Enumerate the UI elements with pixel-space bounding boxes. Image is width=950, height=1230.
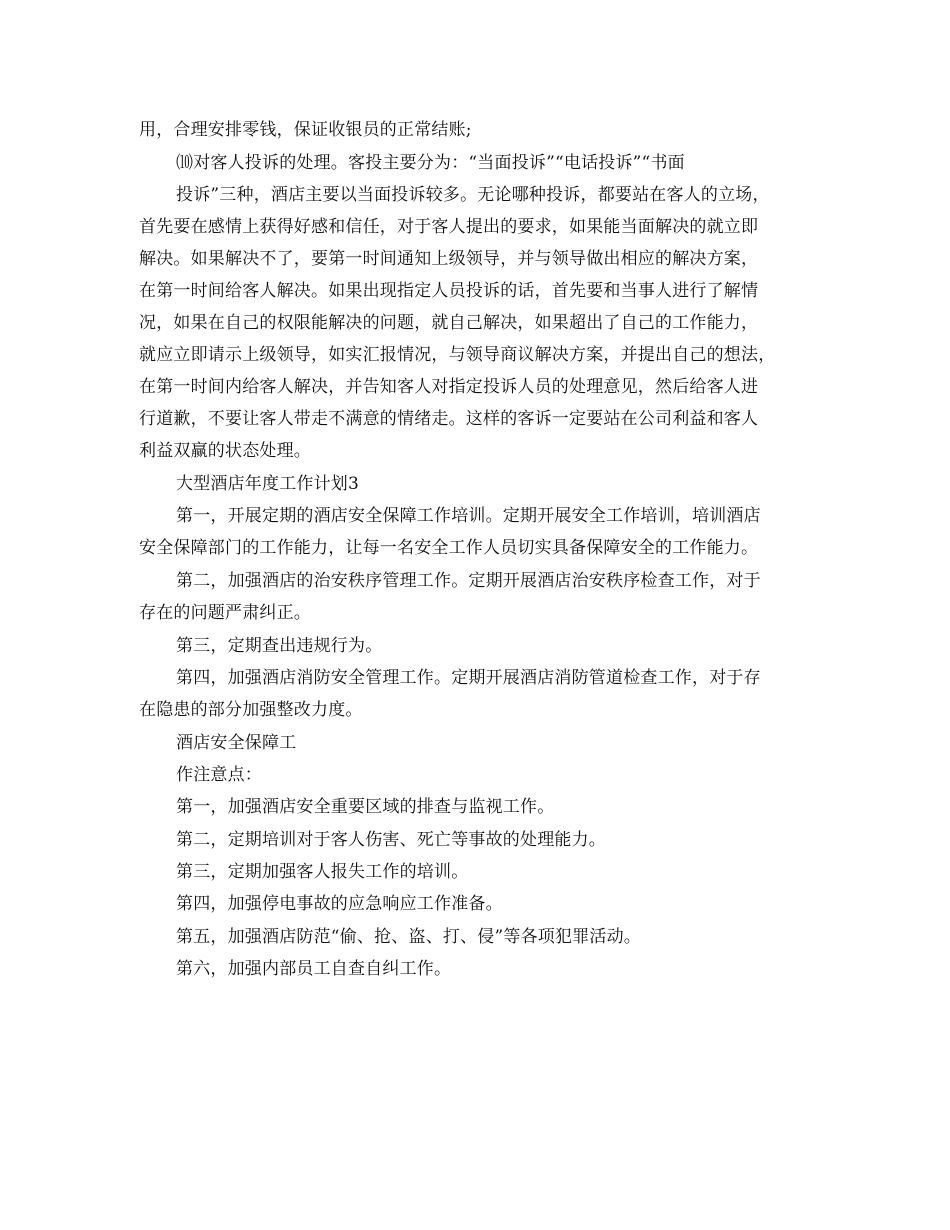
section-heading: 大型酒店年度工作计划3 [176,474,360,494]
text-line: 酒店安全保障工 [176,733,297,753]
text-line: 在隐患的部分加强整改力度。 [139,700,363,720]
text-line: 利益双赢的状态处理。 [139,441,311,461]
text-line: 第六，加强内部员工自查自纠工作。 [176,959,452,979]
text-line: 第四，加强停电事故的应急响应工作准备。 [176,894,503,914]
text-line: 第三，定期加强客人报失工作的培训。 [176,862,469,882]
text-line: 首先要在感情上获得好感和信任，对于客人提出的要求，如果能当面解决的就立即 [139,217,759,237]
text-line: 况，如果在自己的权限能解决的问题，就自己解决，如果超出了自己的工作能力， [139,313,759,333]
text-line: 第二，定期培训对于客人伤害、死亡等事故的处理能力。 [176,830,606,850]
text-line: 在第一时间给客人解决。如果出现指定人员投诉的话，首先要和当事人进行了解情 [139,281,759,301]
text-line: ⑽对客人投诉的处理。客投主要分为：“当面投诉”“电话投诉”“书面 [176,153,685,173]
text-line: 第一，加强酒店安全重要区域的排查与监视工作。 [176,797,555,817]
text-line: 行道歉，不要让客人带走不满意的情绪走。这样的客诉一定要站在公司利益和客人 [139,409,759,429]
text-line: 就应立即请示上级领导，如实汇报情况，与领导商议解决方案，并提出自己的想法， [139,345,776,365]
text-line: 第四，加强酒店消防安全管理工作。定期开展酒店消防管道检查工作，对于存 [176,668,761,688]
text-line: 解决。如果解决不了，要第一时间通知上级领导，并与领导做出相应的解决方案， [139,249,759,269]
text-line: 第二，加强酒店的治安秩序管理工作。定期开展酒店治安秩序检查工作，对于 [176,571,761,591]
text-line: 第一，开展定期的酒店安全保障工作培训。定期开展安全工作培训，培训酒店 [176,506,761,526]
text-line: 第五，加强酒店防范“偷、抢、盗、打、侵”等各项犯罪活动。 [176,927,641,947]
text-line: 用，合理安排零钱，保证收银员的正常结账; [139,120,472,140]
text-line: 安全保障部门的工作能力，让每一名安全工作人员切实具备保障安全的工作能力。 [139,538,759,558]
text-line: 第三，定期查出违规行为。 [176,636,383,656]
text-line: 作注意点： [176,765,262,785]
text-line: 在第一时间内给客人解决，并告知客人对指定投诉人员的处理意见，然后给客人进 [139,377,759,397]
text-line: 存在的问题严肃纠正。 [139,603,311,623]
text-line: 投诉”三种，酒店主要以当面投诉较多。无论哪种投诉，都要站在客人的立场， [176,185,770,205]
